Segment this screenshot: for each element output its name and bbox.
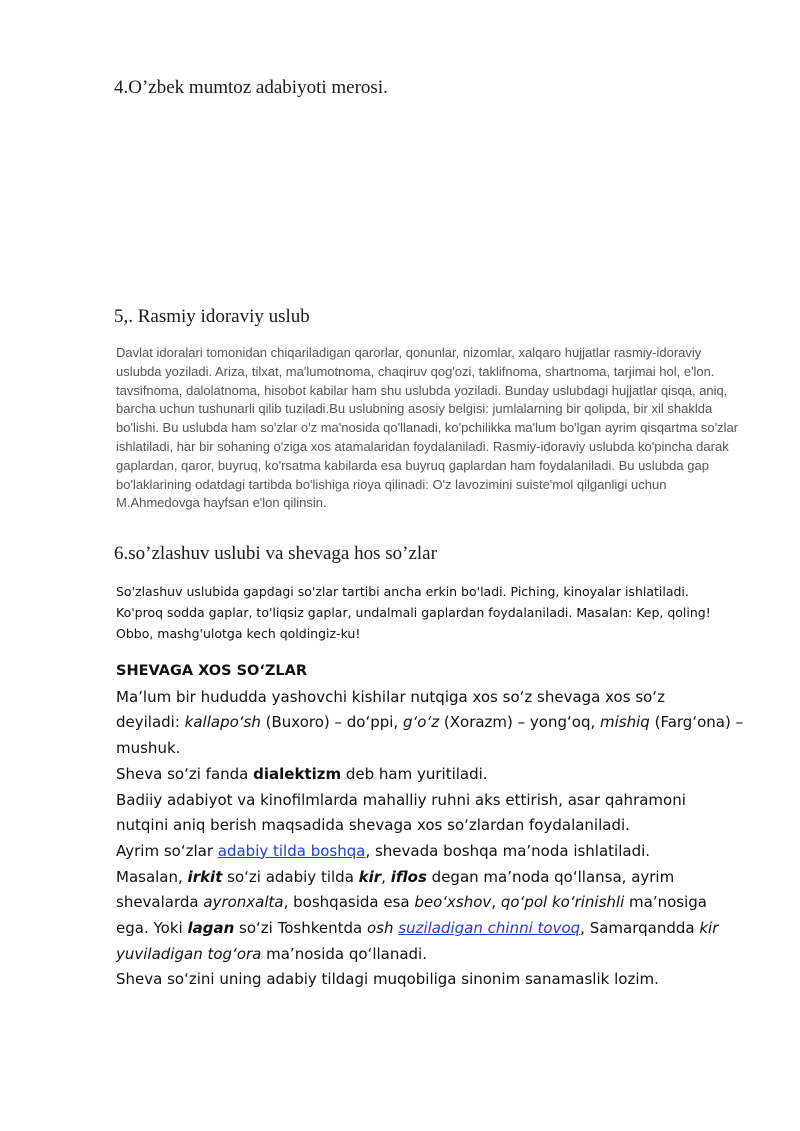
sheva-line: yuviladigan tog‘ora ma’nosida qo‘llanadi. <box>116 944 427 963</box>
sheva-line: Masalan, irkit so‘zi adabiy tilda kir, iflos degan ma’noda qo‘llansa, ayrim <box>116 867 675 886</box>
sheva-line: mushuk. <box>116 739 181 758</box>
sheva-line: Ma’lum bir hududda yashovchi kishilar nutqiga xos so‘z shevaga xos so‘z <box>116 687 665 706</box>
sheva-line: Ayrim so‘zlar adabiy tilda boshqa, shevada boshqa ma’noda ishlatiladi. <box>116 841 651 860</box>
sheva-line: shevalarda ayronxalta, boshqasida esa beo‘xshov, qo‘pol ko‘rinishli ma’nosiga <box>116 893 707 912</box>
section-4-heading: 4.O’zbek mumtoz adabiyoti merosi. <box>114 77 388 98</box>
adabiy-tilda-boshqa-link[interactable]: adabiy tilda boshqa <box>217 841 366 860</box>
sheva-line: nutqini aniq berish maqsadida shevaga xos so‘zlardan foydalaniladi. <box>116 816 630 835</box>
sheva-line: deyiladi: kallapo‘sh (Buxoro) – do‘ppi, g‘o‘z (Xorazm) – yong‘oq, mishiq (Farg‘ona) – <box>116 713 744 732</box>
sheva-line: Sheva so‘zini uning adabiy tildagi muqobiliga sinonim sanamaslik lozim. <box>116 970 659 989</box>
sheva-section <box>116 659 744 993</box>
section-6-heading: 6.so’zlashuv uslubi va shevaga hos so’zlar <box>114 543 437 564</box>
section-6-paragraph: So'zlashuv uslubida gapdagi so'zlar tartibi ancha erkin bo'ladi. Piching, kinoyalar ishlatiladi. Ko'proq sodda gaplar, to'liqsiz gaplar, undalmali gaplardan foydalaniladi. Masalan: Kep, qoling! Obbo, mashg'ulotga kech qoldingiz-ku! <box>116 584 711 641</box>
sheva-line: Badiiy adabiyot va kinofilmlarda mahalliy ruhni aks ettirish, asar qahramoni <box>116 790 686 809</box>
sheva-title: SHEVAGA XOS SO‘ZLAR <box>116 663 308 679</box>
sheva-line: Sheva so‘zi fanda dialektizm deb ham yuritiladi. <box>116 764 488 783</box>
section-5-paragraph: Davlat idoralari tomonidan chiqariladigan qarorlar, qonunlar, nizomlar, xalqaro hujjatlar rasmiy-idoraviy uslubda yoziladi. Ariza, tilxat, ma'lumotnoma, chaqiruv qog'ozi, taklifnoma, shartnoma, tarjimai hol, e'lon. tavsifnoma, dalolatnoma, hisobot kabilar ham shu uslubda yoziladi. Bunday uslubdagi hujjatlar qisqa, aniq, barcha uchun tushunarli qilib tuziladi.Bu uslubning asosiy belgisi: jumlalarning bir qolipda, bir xil shaklda bo'lishi. Bu uslubda ham so'zlar o'z ma'nosida qo'llanadi, ko'pchilikka ma'lum bo'lgan ayrim qisqartma so'zlar ishlatiladi, har bir sohaning o'ziga xos atamalaridan foydalaniladi. Rasmiy-idoraviy uslubda ko'pincha darak gaplardan, qaror, buyruq, ko'rsatma kabilarda esa buyruq gaplardan ham foydalaniladi. Bu uslubda gap bo'laklarining odatdagi tartibda bo'lishiga rioya qilinadi: O'z lavozimini suiste'mol qilganligi uchun M.Ahmedovga hayfsan e'lon qilinsin. <box>116 345 739 511</box>
suziladigan-chinni-tovoq-link[interactable]: suziladigan chinni tovoq <box>398 919 581 938</box>
sheva-line: ega. Yoki lagan so‘zi Toshkentda osh suziladigan chinni tovoq, Samarqandda kir <box>116 919 719 938</box>
section-5-heading: 5,. Rasmiy idoraviy uslub <box>114 306 310 327</box>
